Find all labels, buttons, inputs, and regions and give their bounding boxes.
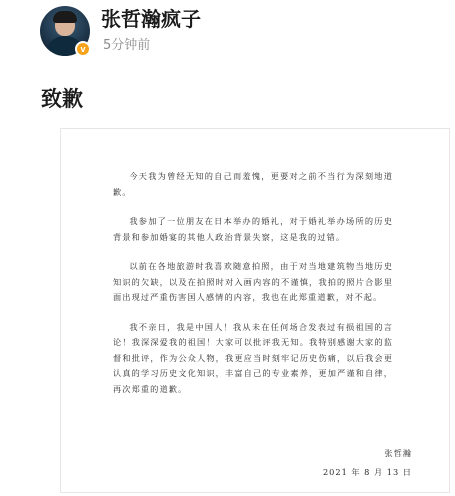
letter-date: 2021 年 8 月 13 日 <box>322 467 412 477</box>
username[interactable]: 张哲瀚疯子 <box>101 7 201 31</box>
letter-signature-block <box>323 447 412 479</box>
verified-badge-icon <box>75 41 91 57</box>
letter-paragraph: 我参加了一位朋友在日本举办的婚礼，对于婚礼举办场所的历史背景和参加婚宴的其他人政治背景失察，这是我的过错。 <box>113 216 393 242</box>
avatar-hair-shape <box>53 11 77 23</box>
letter-signature: 张哲瀚 <box>384 448 412 458</box>
letter-paragraph: 我不亲日，我是中国人！我从未在任何场合发表过有损祖国的言论！我深深爱我的祖国！大家可以批评我无知。我特别感谢大家的监督和批评，作为公众人物，我更应当时刻牢记历史伤痛，以后我会更认真的学习历史文化知识，丰富自己的专业素养，更加严谨和自律，再次郑重的道歉。 <box>113 321 393 394</box>
post-timestamp[interactable]: 5分钟前 <box>103 38 151 53</box>
letter-body <box>113 169 393 411</box>
verified-badge-label: v <box>80 44 86 54</box>
letter-paragraph: 今天我为曾经无知的自己而羞愧，更要对之前不当行为深刻地道歉。 <box>113 171 393 197</box>
post-header <box>0 0 455 70</box>
post-title: 致歉 <box>41 87 83 111</box>
letter-paragraph: 以前在各地旅游时我喜欢随意拍照，由于对当地建筑物当地历史知识的欠缺，以及在拍照时对入画内容的不谨慎，我拍的照片合影里面出现过严重伤害国人感情的内容，我也在此郑重道歉，对不起。 <box>113 261 393 302</box>
apology-letter-image[interactable] <box>60 128 450 493</box>
